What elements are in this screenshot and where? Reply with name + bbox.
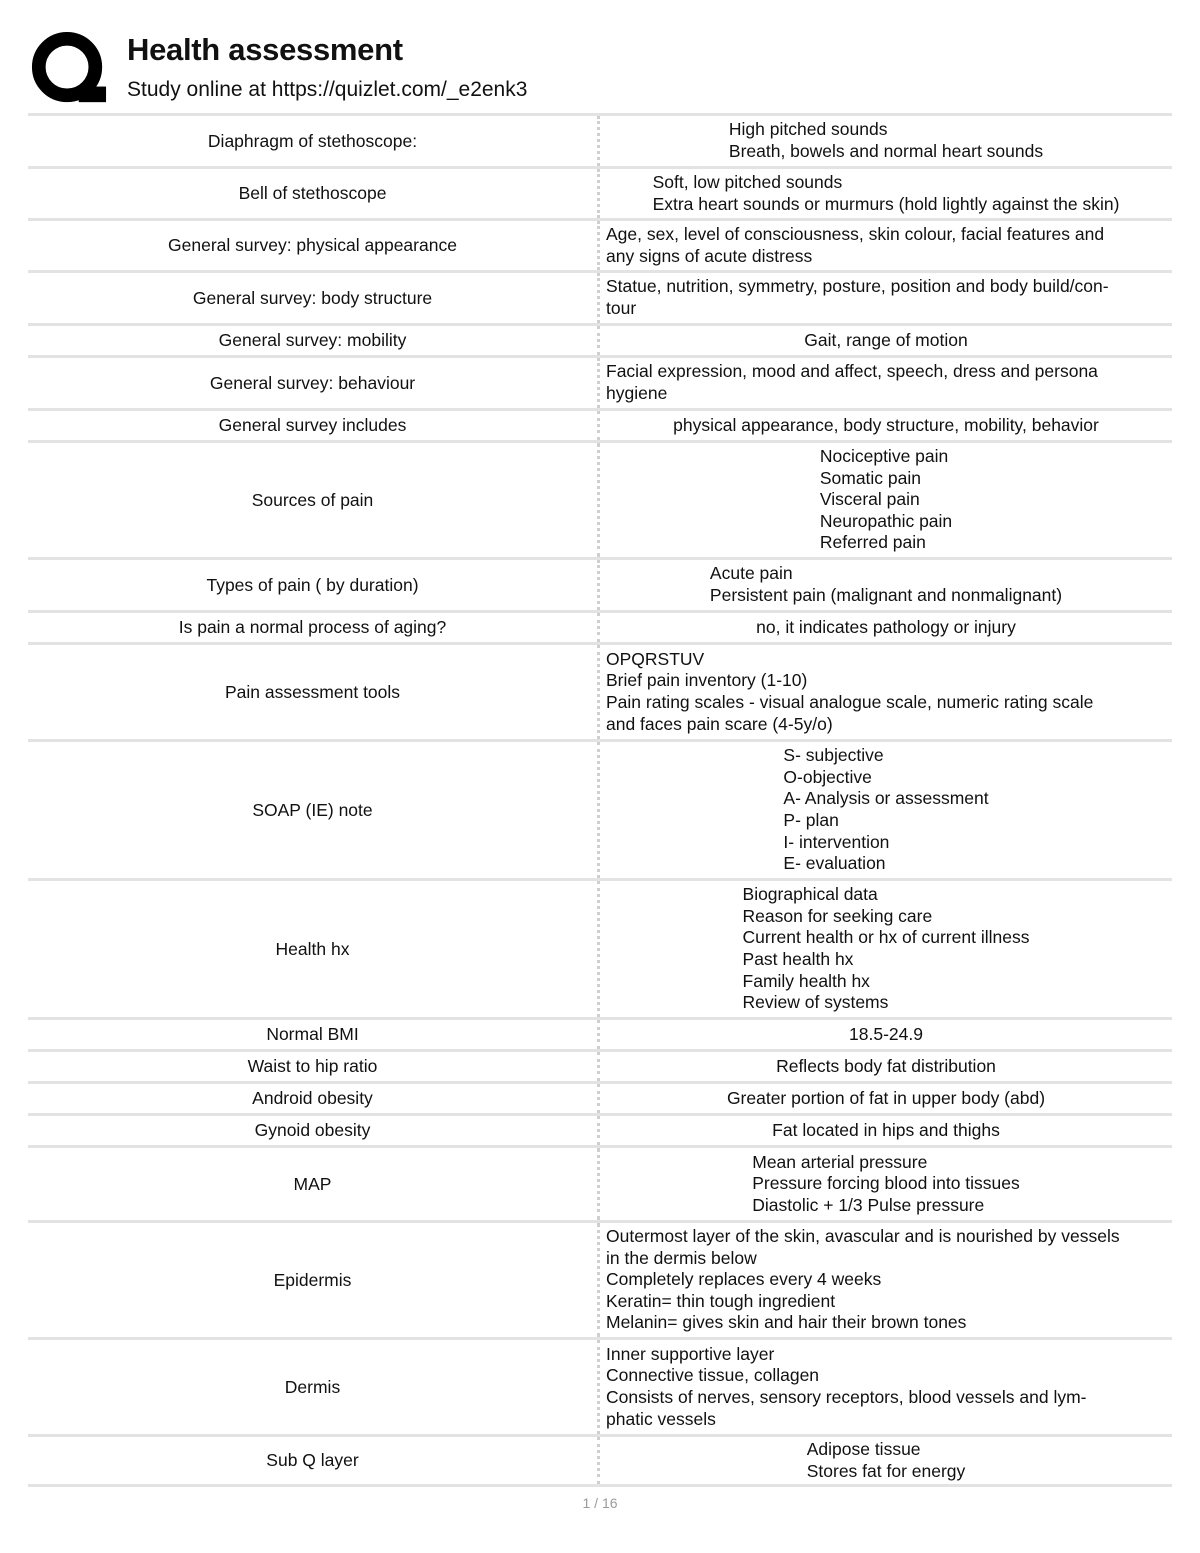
definition-text: physical appearance, body structure, mobility, behavior bbox=[673, 414, 1099, 435]
definition-cell bbox=[597, 1084, 1172, 1113]
table-row bbox=[28, 323, 1172, 355]
table-row bbox=[28, 1113, 1172, 1145]
definition-cell bbox=[597, 742, 1172, 878]
definition-cell bbox=[597, 613, 1172, 642]
table-row bbox=[28, 1145, 1172, 1220]
definition-cell bbox=[597, 1340, 1172, 1434]
term-cell: MAP bbox=[293, 1173, 332, 1194]
term-cell: General survey: mobility bbox=[218, 330, 407, 350]
definition-text: OPQRSTUV Brief pain inventory (1-10) Pain rating scales - visual analogue scale, numeric rating scale and faces pain scare (4-5y/o) bbox=[606, 648, 1094, 734]
definition-text: Facial expression, mood and affect, speech, dress and persona hygiene bbox=[606, 361, 1098, 403]
definition-cell bbox=[597, 1148, 1172, 1220]
definition-text: 18.5-24.9 bbox=[849, 1023, 923, 1044]
definition-cell bbox=[597, 116, 1172, 166]
definition-text: Fat located in hips and thighs bbox=[772, 1119, 1000, 1140]
table-row bbox=[28, 642, 1172, 739]
table-row bbox=[28, 408, 1172, 440]
definition-text: Mean arterial pressure Pressure forcing blood into tissues Diastolic + 1/3 Pulse pressure bbox=[752, 1151, 1020, 1215]
table-row bbox=[28, 355, 1172, 408]
term-cell: Health hx bbox=[275, 938, 350, 959]
page-header bbox=[28, 28, 1178, 112]
table-row bbox=[28, 739, 1172, 878]
term-cell: Epidermis bbox=[273, 1269, 352, 1290]
table-row bbox=[28, 878, 1172, 1017]
definition-cell bbox=[597, 1116, 1172, 1145]
definition-cell bbox=[597, 1437, 1172, 1484]
term-cell: General survey: behaviour bbox=[209, 372, 416, 393]
definition-text: Age, sex, level of consciousness, skin colour, facial features and any signs of acute distress bbox=[606, 223, 1105, 266]
definition-text: Biographical data Reason for seeking care Current health or hx of current illness Past health hx Family health hx Review of systems bbox=[742, 884, 1030, 1013]
definition-cell bbox=[597, 1020, 1172, 1049]
term-cell: Pain assessment tools bbox=[224, 681, 401, 702]
page-title: Health assessment bbox=[127, 32, 403, 67]
definition-cell bbox=[597, 411, 1172, 440]
table-row bbox=[28, 270, 1172, 323]
term-cell: Dermis bbox=[284, 1376, 341, 1397]
table-row bbox=[28, 1220, 1172, 1337]
table-row bbox=[28, 1049, 1172, 1081]
definition-text: Gait, range of motion bbox=[804, 329, 968, 350]
table-row bbox=[28, 113, 1172, 166]
definition-cell bbox=[597, 1052, 1172, 1081]
definition-cell bbox=[597, 443, 1172, 557]
term-cell: Types of pain ( by duration) bbox=[206, 574, 419, 595]
definition-cell bbox=[597, 1223, 1172, 1337]
definition-cell bbox=[597, 169, 1172, 218]
term-cell: Bell of stethoscope bbox=[238, 183, 387, 203]
table-row bbox=[28, 1434, 1172, 1487]
term-cell: SOAP (IE) note bbox=[252, 799, 373, 820]
definition-text: Nociceptive pain Somatic pain Visceral pain Neuropathic pain Referred pain bbox=[819, 446, 953, 553]
table-row bbox=[28, 166, 1172, 218]
table-row bbox=[28, 610, 1172, 642]
definition-text: Outermost layer of the skin, avascular and is nourished by vessels in the dermis below Completely replaces every 4 weeks Keratin= thin tough ingredient Melanin= gives skin and hair their brown tones bbox=[606, 1226, 1120, 1333]
definition-cell bbox=[597, 273, 1172, 323]
term-cell: Sources of pain bbox=[251, 489, 374, 510]
term-cell: Normal BMI bbox=[266, 1024, 359, 1044]
page-number: 1 / 16 bbox=[582, 1495, 618, 1511]
term-cell: Android obesity bbox=[252, 1088, 373, 1108]
term-cell: Sub Q layer bbox=[266, 1450, 359, 1470]
definition-text: S- subjective O-objective A- Analysis or assessment P- plan I- intervention E- evaluation bbox=[783, 745, 989, 874]
quizlet-logo-icon bbox=[30, 30, 108, 108]
table-row bbox=[28, 1337, 1172, 1434]
term-cell: Diaphragm of stethoscope: bbox=[207, 130, 418, 151]
definition-cell bbox=[597, 560, 1172, 610]
definition-cell bbox=[597, 645, 1172, 739]
definition-cell bbox=[597, 326, 1172, 355]
term-cell: General survey: body structure bbox=[192, 287, 433, 308]
definition-text: High pitched sounds Breath, bowels and normal heart sounds bbox=[728, 119, 1044, 161]
term-cell: Is pain a normal process of aging? bbox=[178, 617, 447, 637]
definition-text: Acute pain Persistent pain (malignant and nonmalignant) bbox=[709, 563, 1063, 605]
definition-text: Inner supportive layer Connective tissue, collagen Consists of nerves, sensory receptors, blood vessels and lym- phatic vessels bbox=[606, 1343, 1087, 1429]
table-row bbox=[28, 440, 1172, 557]
term-cell: Gynoid obesity bbox=[254, 1120, 371, 1140]
definition-text: Soft, low pitched sounds Extra heart sounds or murmurs (hold lightly against the skin) bbox=[652, 171, 1120, 214]
study-link[interactable]: Study online at https://quizlet.com/_e2enk3 bbox=[127, 78, 528, 101]
definition-cell bbox=[597, 221, 1172, 270]
term-cell: Waist to hip ratio bbox=[247, 1056, 378, 1076]
table-row bbox=[28, 218, 1172, 270]
definition-text: no, it indicates pathology or injury bbox=[756, 616, 1016, 637]
definition-text: Adipose tissue Stores fat for energy bbox=[806, 1438, 966, 1481]
definition-text: Reflects body fat distribution bbox=[776, 1055, 996, 1076]
definition-text: Greater portion of fat in upper body (abd) bbox=[726, 1087, 1046, 1108]
table-row bbox=[28, 1081, 1172, 1113]
definition-cell bbox=[597, 358, 1172, 408]
term-cell: General survey: physical appearance bbox=[168, 235, 457, 255]
table-row bbox=[28, 1017, 1172, 1049]
flashcard-table bbox=[28, 113, 1172, 1487]
term-cell: General survey includes bbox=[218, 415, 407, 435]
definition-text: Statue, nutrition, symmetry, posture, position and body build/con- tour bbox=[606, 276, 1109, 318]
definition-cell bbox=[597, 881, 1172, 1017]
table-row bbox=[28, 557, 1172, 610]
